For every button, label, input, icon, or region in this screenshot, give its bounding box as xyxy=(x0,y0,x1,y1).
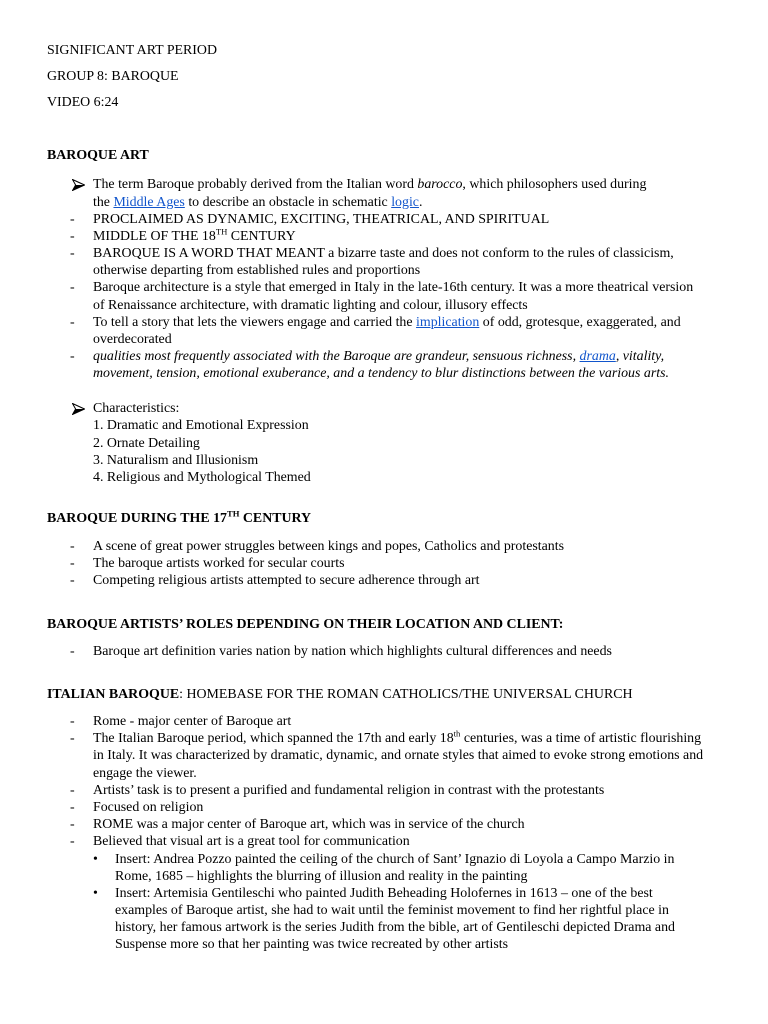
list-item xyxy=(47,572,721,589)
list-item-line: Competing religious artists attempted to secure adherence through art xyxy=(93,573,480,589)
list-item-line: Baroque architecture is a style that emerged in Italy in the late-16th century. It was a more theatrical version xyxy=(93,280,694,296)
list-item-line xyxy=(93,228,721,245)
list-item-line: BAROQUE IS A WORD THAT MEANT a bizarre taste and does not conform to the rules of classicism, xyxy=(93,246,674,262)
list-item-line: PROCLAIMED AS DYNAMIC, EXCITING, THEATRICAL, AND SPIRITUAL xyxy=(93,211,550,227)
list-item-line: engage the viewer. xyxy=(93,765,197,781)
superscript-th: th xyxy=(453,728,461,739)
dash-marker: - xyxy=(70,349,75,365)
list-item-line: of Renaissance architecture, with dramatic lighting and colour, illusory effects xyxy=(93,297,528,313)
list-item xyxy=(47,713,721,730)
text-run: the xyxy=(93,194,114,210)
list-item-line xyxy=(93,176,721,193)
list-item xyxy=(47,730,721,782)
link-implication[interactable]: implication xyxy=(416,314,480,330)
list-item-line: Insert: Andrea Pozzo painted the ceiling of the church of Sant’ Ignazio di Loyola a Campo Marzio in xyxy=(115,851,675,867)
text-run: , vitality, xyxy=(615,349,665,365)
list-item-line: Baroque art definition varies nation by nation which highlights cultural differences and needs xyxy=(93,644,612,660)
list-item-line: Insert: Artemisia Gentileschi who painted Judith Beheading Holofernes in 1613 – one of the best xyxy=(115,885,653,901)
dash-marker: - xyxy=(70,228,75,244)
text-run: to describe an obstacle in schematic xyxy=(184,194,392,210)
list-item xyxy=(47,782,721,799)
text-run: CENTURY xyxy=(227,228,296,244)
list-item-line: Focused on religion xyxy=(93,799,204,815)
list-item xyxy=(47,538,721,555)
list-item xyxy=(47,279,721,313)
list-item-line: Artists’ task is to present a purified and fundamental religion in contrast with the protestants xyxy=(93,782,605,798)
list-item xyxy=(47,643,721,660)
text-run: . xyxy=(418,194,423,210)
list-item-line: Suspense more so that her painting was twice recreated by other artists xyxy=(115,937,509,953)
list-item xyxy=(47,245,721,279)
characteristic-item: 1. Dramatic and Emotional Expression xyxy=(93,418,309,434)
text-run: The Italian Baroque period, which spanned the 17th and early 18 xyxy=(93,731,454,747)
sub-list-item-insert xyxy=(47,851,721,885)
dash-marker: - xyxy=(70,211,75,227)
link-logic[interactable]: logic xyxy=(391,194,419,210)
dash-marker: - xyxy=(70,714,75,729)
section-heading-17th-century xyxy=(47,510,721,527)
video-timestamp: VIDEO 6:24 xyxy=(47,95,119,111)
section-heading-artists-roles: BAROQUE ARTISTS’ ROLES DEPENDING ON THEIR LOCATION AND CLIENT: xyxy=(47,617,564,633)
dash-marker: - xyxy=(70,280,75,296)
doc-title: SIGNIFICANT ART PERIOD xyxy=(47,43,217,59)
bullet-marker: • xyxy=(93,851,98,867)
list-item-term-origin xyxy=(47,176,721,210)
text-run: : HOMEBASE FOR THE ROMAN CATHOLICS/THE UNIVERSAL CHURCH xyxy=(179,687,633,703)
list-item xyxy=(47,314,721,348)
characteristic-item: 3. Naturalism and Illusionism xyxy=(93,452,259,468)
dash-marker: - xyxy=(70,834,75,850)
text-run: The term Baroque probably derived from the Italian word xyxy=(93,177,418,193)
dash-marker: - xyxy=(70,573,75,589)
dash-marker: - xyxy=(70,799,75,815)
superscript-th: TH xyxy=(226,508,240,519)
characteristics-label: Characteristics: xyxy=(93,401,180,417)
bullet-marker: • xyxy=(93,885,98,901)
arrow-bullet-icon xyxy=(72,403,85,415)
list-item-line xyxy=(93,730,721,747)
list-item-line: ROME was a major center of Baroque art, which was in service of the church xyxy=(93,817,525,833)
list-item-line: history, her famous artwork is the series Judith from the bible, art of Gentileschi depicted Drama and xyxy=(115,920,675,936)
list-item-line xyxy=(93,348,721,365)
characteristic-item: 2. Ornate Detailing xyxy=(93,435,200,451)
list-item xyxy=(47,211,721,228)
list-item xyxy=(47,799,721,816)
characteristic-item: 4. Religious and Mythological Themed xyxy=(93,469,311,485)
text-run: BAROQUE DURING THE 17 xyxy=(47,511,227,527)
list-item xyxy=(47,228,721,245)
dash-marker: - xyxy=(70,246,75,262)
link-middle-ages[interactable]: Middle Ages xyxy=(113,194,185,210)
dash-marker: - xyxy=(70,556,75,572)
text-run: , which philosophers used during xyxy=(462,177,647,193)
list-item-line: otherwise departing from established rules and proportions xyxy=(93,263,421,279)
list-item-line: Believed that visual art is a great tool for communication xyxy=(93,834,410,850)
sub-list-item-insert xyxy=(47,885,721,954)
text-run: MIDDLE OF THE 18 xyxy=(93,228,216,244)
heading-bold-run: ITALIAN BAROQUE xyxy=(47,687,180,703)
text-run: CENTURY xyxy=(239,511,312,527)
list-item-line xyxy=(93,314,721,331)
section-heading-italian-baroque xyxy=(47,686,721,703)
text-run: qualities most frequently associated with the Baroque are grandeur, sensuous richness, xyxy=(93,349,580,365)
dash-marker: - xyxy=(70,817,75,833)
dash-marker: - xyxy=(70,782,75,798)
group-label: GROUP 8: BAROQUE xyxy=(47,69,179,85)
dash-marker: - xyxy=(70,539,75,555)
characteristics-list xyxy=(47,400,721,486)
text-run: centuries, was a time of artistic flourishing xyxy=(460,731,702,747)
list-item-line: The baroque artists worked for secular courts xyxy=(93,556,345,572)
list-item-line xyxy=(93,194,721,211)
section-heading-baroque-art: BAROQUE ART xyxy=(47,148,149,164)
dash-marker: - xyxy=(70,644,75,660)
list-item-line: A scene of great power struggles between kings and popes, Catholics and protestants xyxy=(93,539,565,555)
dash-marker: - xyxy=(70,731,75,747)
list-item-line: movement, tension, emotional exuberance, and a tendency to blur distinctions between the various arts. xyxy=(93,366,669,382)
list-item-line: Rome, 1685 – highlights the blurring of illusion and reality in the painting xyxy=(115,868,528,884)
list-item xyxy=(47,555,721,572)
list-item-line: in Italy. It was characterized by dramatic, dynamic, and ornate styles that aimed to evoke strong emotions and xyxy=(93,748,704,764)
list-item xyxy=(47,833,721,850)
list-item-italic xyxy=(47,348,721,382)
text-run: To tell a story that lets the viewers engage and carried the xyxy=(93,314,417,330)
list-item-line: overdecorated xyxy=(93,332,172,348)
list-item-line: examples of Baroque artist, she had to wait until the feminist movement to find her rightful place in xyxy=(115,903,669,919)
italic-term-barocco: barocco xyxy=(417,177,463,193)
list-item xyxy=(47,816,721,833)
text-run: of odd, grotesque, exaggerated, and xyxy=(479,314,681,330)
link-drama[interactable]: drama xyxy=(579,349,616,365)
dash-marker: - xyxy=(70,314,75,330)
superscript-th: TH xyxy=(215,226,228,237)
arrow-bullet-icon xyxy=(72,179,85,191)
list-item-line: Rome - major center of Baroque art xyxy=(93,714,292,729)
